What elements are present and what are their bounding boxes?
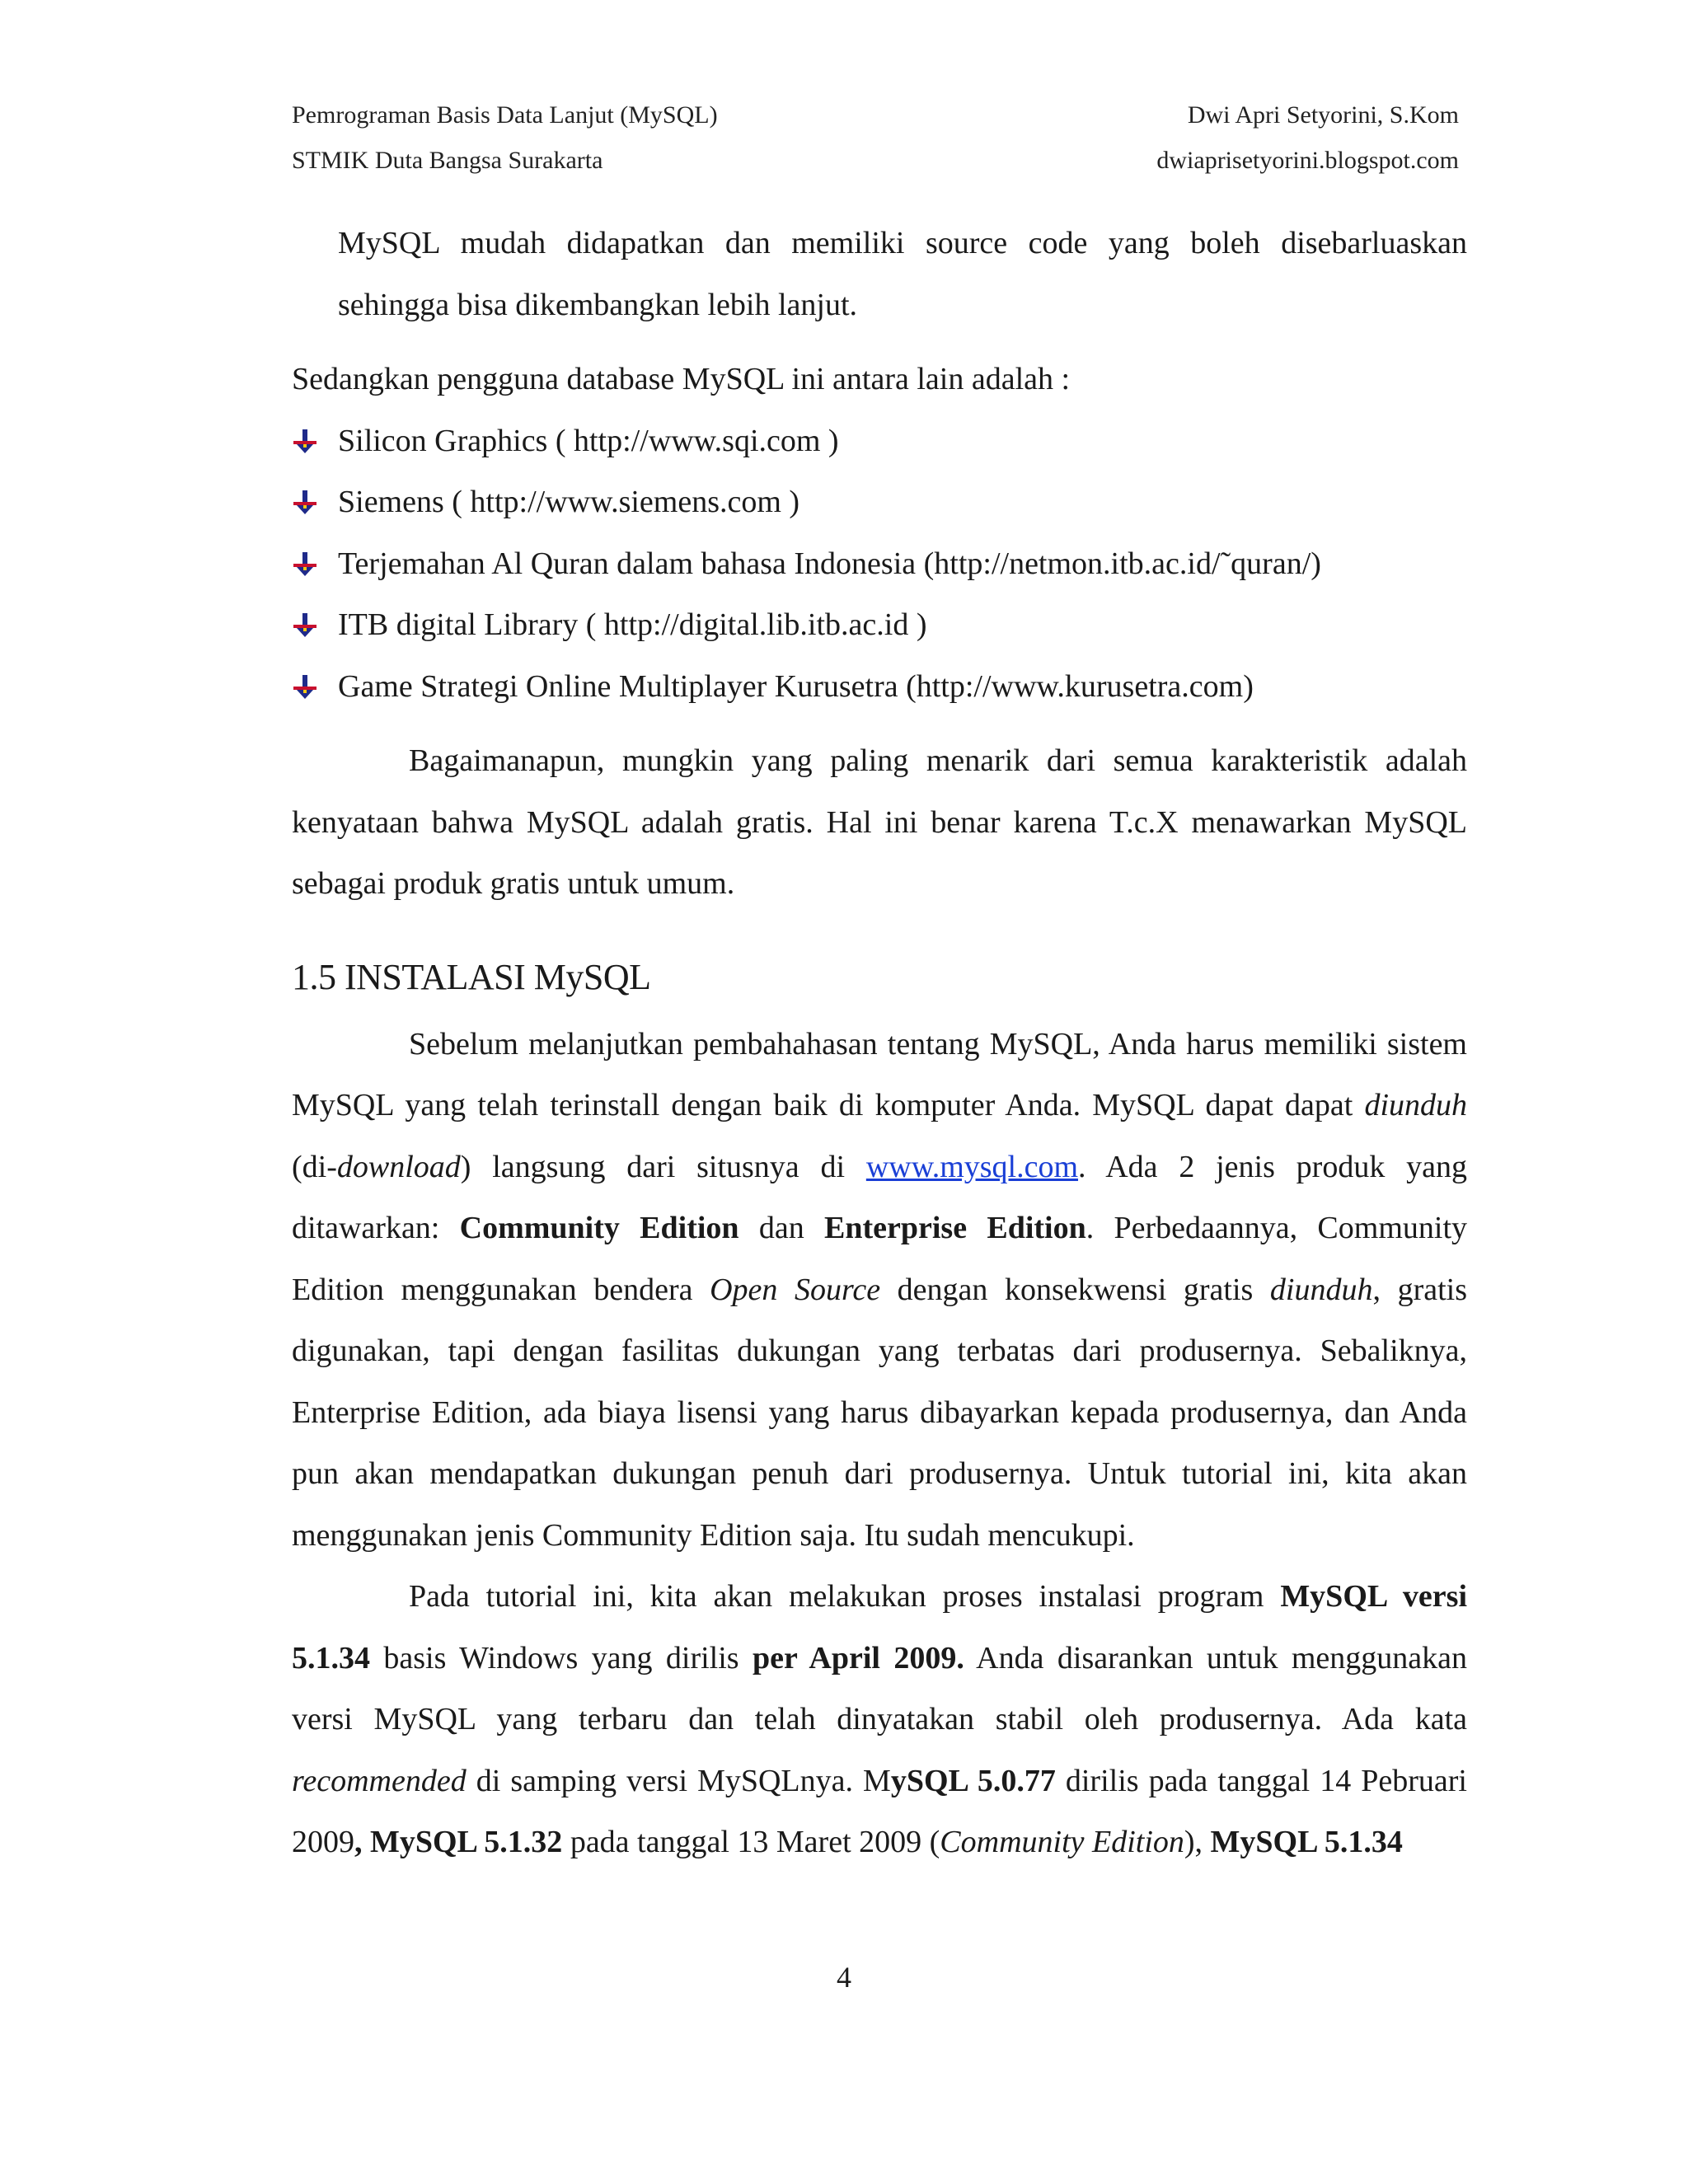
bold-term: MySQL 5.1.34 [1210,1825,1403,1859]
arrow-down-bullet-icon [292,551,338,577]
users-intro: Sedangkan pengguna database MySQL ini antara lain adalah : [292,362,1071,396]
text-run: (di- [292,1149,337,1184]
list-item-text: Siemens ( http://www.siemens.com ) [338,485,800,519]
italic-term: diunduh [1364,1088,1467,1122]
section-heading: 1.5 INSTALASI MySQL [292,956,651,997]
intro-paragraph: MySQL mudah didapatkan dan memiliki source code yang boleh disebarluaskan sehingga bisa dikembangkan lebih lanjut. [338,226,1467,322]
list-item [292,533,1467,595]
list-item-text: Silicon Graphics ( http://www.sqi.com ) [338,423,839,458]
header-blog: dwiaprisetyorini.blogspot.com [1156,147,1459,174]
bold-term: per April 2009. [752,1640,964,1675]
text-run: , gratis digunakan, tapi dengan fasilitas dukungan yang terbatas dari produsernya. Sebaliknya, Enterprise Edition, ada biaya lisensi yang harus dibayarkan kepada produsernya, dan Anda pun akan mendapatkan dukungan penuh dari produsernya. Untuk tutorial ini, kita akan menggunakan jenis Community Edition saja. Itu sudah mencukupi. [292,1272,1467,1553]
text-run: Sebelum melanjutkan pembahahasan tentang MySQL, Anda harus memiliki sistem MySQL yang telah terinstall dengan baik di komputer Anda. MySQL dapat dapat [292,1026,1467,1122]
install-paragraph-2 [292,1566,1467,1873]
list-item-text: Terjemahan Al Quran dalam bahasa Indonesia (http://netmon.itb.ac.id/˜quran/) [338,546,1321,581]
page-header [292,92,1459,183]
page-body [292,213,1467,1873]
text-run: . Perbedaannya, Community Edition menggunakan bendera [292,1211,1468,1307]
install-paragraph-1 [292,1014,1467,1567]
text-run: ), [1184,1825,1211,1859]
header-author: Dwi Apri Setyorini, S.Kom [1187,101,1459,129]
text-run: dirilis pada tanggal 14 Pebruari 2009 [292,1763,1467,1859]
users-list [292,410,1467,718]
bold-term: Community Edition [459,1211,739,1245]
list-item [292,410,1467,472]
arrow-down-bullet-icon [292,428,338,454]
free-paragraph: Bagaimanapun, mungkin yang paling menarik dari semua karakteristik adalah kenyataan bahwa MySQL adalah gratis. Hal ini benar karena T.c.X menawarkan MySQL sebagai produk gratis untuk umum. [292,743,1467,901]
list-item-text: ITB digital Library ( http://digital.lib.itb.ac.id ) [338,607,927,642]
list-item-text: Game Strategi Online Multiplayer Kurusetra (http://www.kurusetra.com) [338,668,1254,704]
text-run: . Ada 2 jenis produk yang ditawarkan: [292,1149,1467,1245]
italic-term: Community Edition [940,1825,1184,1859]
arrow-down-bullet-icon [292,489,338,515]
arrow-down-bullet-icon [292,673,338,700]
list-item [292,656,1467,718]
text-run: dengan konsekwensi gratis [880,1272,1270,1307]
text-run: di samping versi MySQLnya. M [466,1763,891,1798]
mysql-website-link[interactable]: www.mysql.com [865,1149,1079,1184]
italic-term: diunduh [1269,1272,1373,1307]
bold-term: MySQL versi 5.1.34 [292,1579,1468,1675]
arrow-down-bullet-icon [292,612,338,638]
page-number: 4 [837,1961,851,1994]
header-course-title: Pemrograman Basis Data Lanjut (MySQL) [292,101,718,129]
text-run: ) langsung dari situsnya di [460,1149,866,1184]
text-run: pada tanggal 13 Maret 2009 ( [562,1825,940,1859]
italic-term: Open Source [710,1272,881,1307]
text-run: Pada tutorial ini, kita akan melakukan proses instalasi program [409,1579,1281,1614]
header-institution: STMIK Duta Bangsa Surakarta [292,147,603,174]
italic-term: recommended [292,1763,467,1798]
list-item [292,594,1467,656]
bold-term: Enterprise Edition [824,1211,1086,1245]
text-run: Anda disarankan untuk menggunakan versi MySQL yang terbaru dan telah dinyatakan stabil oleh produsernya. Ada kata [292,1640,1467,1736]
text-run: dan [738,1211,824,1245]
bold-term: ySQL 5.0.77 [890,1763,1056,1798]
italic-term: download [336,1149,461,1184]
text-run: basis Windows yang dirilis [370,1640,753,1675]
bold-term: , MySQL 5.1.32 [354,1825,563,1859]
list-item [292,471,1467,533]
